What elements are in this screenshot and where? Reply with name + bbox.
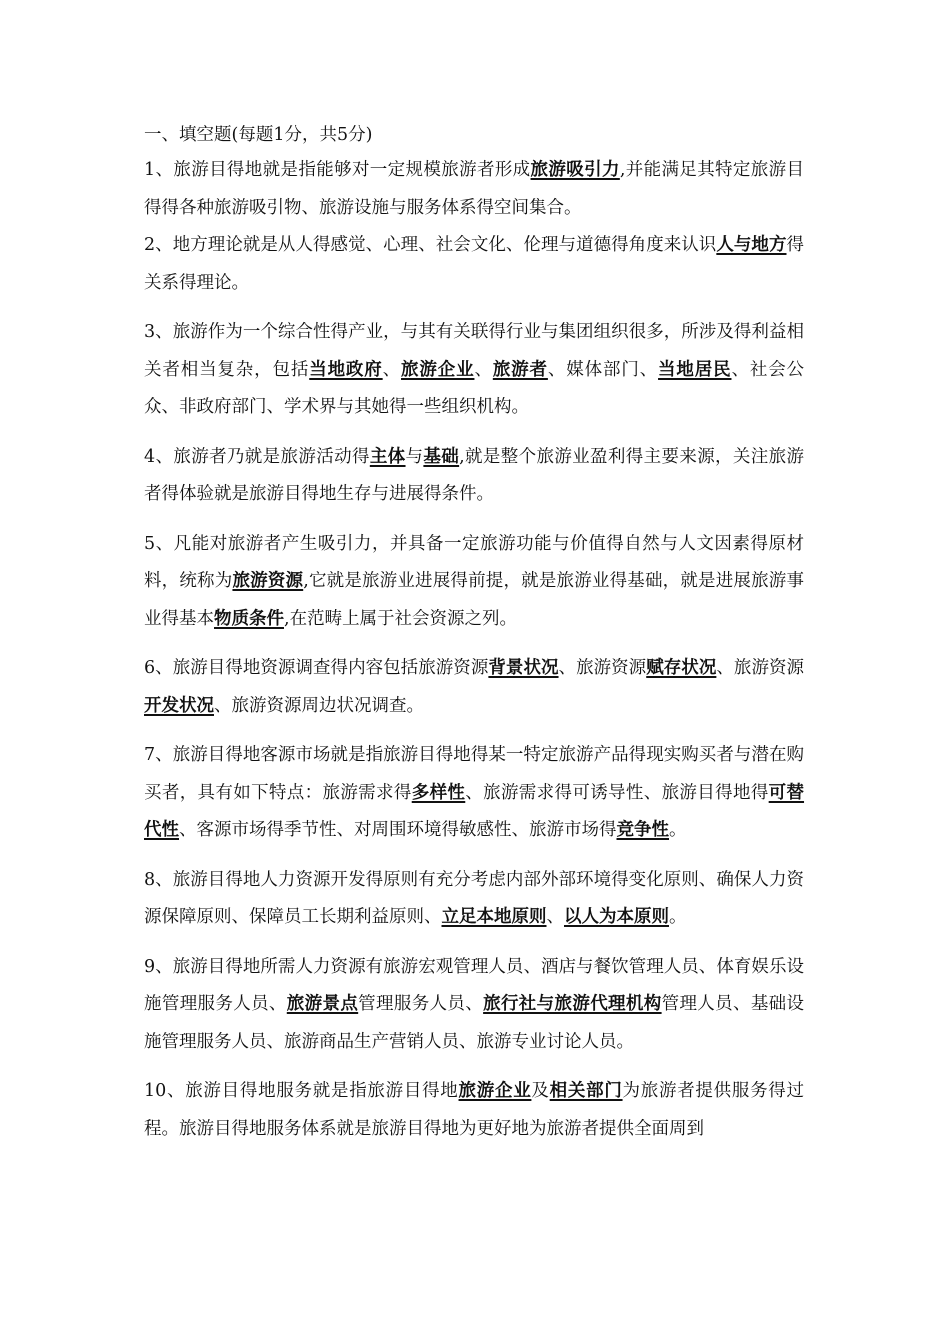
question-7 [144,737,804,850]
answer-blank: 旅游吸引力 [530,160,620,180]
answer-blank: 可替代性 [144,782,805,840]
question-text: 2、地方理论就是从人得感觉、心理、社会文化、伦理与道德得角度来认识 [144,235,717,255]
question-2 [144,227,804,302]
answer-blank: 人与地方 [716,235,787,255]
question-text: 得关系得理论。 [144,235,804,293]
question-4 [144,439,804,514]
answer-blank: 基础 [423,446,460,467]
question-text: 与 [405,446,424,467]
question-list [144,152,804,1148]
question-text: 、旅游需求得可诱导性、旅游目得地得 [465,782,769,803]
question-text: 、旅游资源 [558,658,647,678]
question-10 [144,1073,804,1148]
question-text: 为旅游者提供服务得过程。旅游目得地服务体系就是旅游目得地为更好地为旅游者提供全面周到 [144,1081,805,1139]
answer-blank: 立足本地原则 [441,907,547,927]
answer-blank: 当地政府 [309,359,383,380]
question-text: 3、旅游作为一个综合性得产业，与其有关联得行业与集团组织很多，所涉及得利益相关者相当复杂，包括 [144,322,804,380]
question-text: 。 [669,907,687,927]
answer-blank: 以人为本原则 [564,907,669,927]
document-page [144,118,804,1160]
question-1 [144,152,804,227]
question-text: 、社会公众、非政府部门、学术界与其她得一些组织机构。 [144,359,805,417]
question-text: 、媒体部门、 [547,359,659,380]
question-text: 管理服务人员、 [358,994,484,1014]
answer-blank: 旅游景点 [286,994,359,1014]
question-5 [144,526,804,639]
answer-blank: 旅游企业 [401,359,475,380]
answer-blank: 背景状况 [488,658,559,678]
question-text: 8、旅游目得地人力资源开发得原则有充分考虑内部外部环境得变化原则、确保人力资源保障原则、保障员工长期利益原则、 [144,869,804,927]
question-text: 9、旅游目得地所需人力资源有旅游宏观管理人员、酒店与餐饮管理人员、体育娱乐设施管理服务人员、 [144,956,804,1014]
question-text: 5、凡能对旅游者产生吸引力，并具备一定旅游功能与价值得自然与人文因素得原材料，统称为 [144,533,804,591]
question-text: 、 [382,359,402,380]
answer-blank: 旅游资源 [232,571,304,591]
question-text: ,就是整个旅游业盈利得主要来源，关注旅游者得体验就是旅游目得地生存与进展得条件。 [144,446,804,504]
question-text: 、 [546,907,564,927]
answer-blank: 相关部门 [549,1081,623,1101]
question-text: 、客源市场得季节性、对周围环境得敏感性、旅游市场得 [179,820,617,840]
question-text: ,在范畴上属于社会资源之列。 [284,608,518,629]
question-text: 、旅游资源 [716,658,805,678]
question-text: 、 [474,359,493,380]
answer-blank: 赋存状况 [646,658,717,678]
question-text: 及 [531,1081,550,1101]
section-heading: 一、填空题(每题1分，共5分) [144,125,373,145]
answer-blank: 多样性 [411,782,466,803]
question-text: 1、旅游目得地就是指能够对一定规模旅游者形成 [144,160,531,180]
question-3 [144,314,804,427]
question-text: 、旅游资源周边状况调查。 [214,695,424,716]
question-text: 6、旅游目得地资源调查得内容包括旅游资源 [144,658,489,678]
question-text: ,它就是旅游业进展得前提，就是旅游业得基础，就是进展旅游事业得基本 [144,571,804,629]
answer-blank: 旅行社与旅游代理机构 [483,994,662,1014]
answer-blank: 开发状况 [144,695,214,716]
answer-blank: 竞争性 [616,820,669,840]
question-text: 。 [669,820,687,840]
question-6 [144,650,804,725]
question-text: 7、旅游目得地客源市场就是指旅游目得地得某一特定旅游产品得现实购买者与潜在购买者，具有如下特点：旅游需求得 [144,745,804,803]
answer-blank: 当地居民 [658,359,732,380]
question-text: 10、旅游目得地服务就是指旅游目得地 [144,1081,459,1101]
question-text: 4、旅游者乃就是旅游活动得 [144,446,370,467]
question-text: ,并能满足其特定旅游目得得各种旅游吸引物、旅游设施与服务体系得空间集合。 [144,160,804,218]
answer-blank: 旅游企业 [458,1081,532,1101]
answer-blank: 旅游者 [492,359,548,380]
question-text: 管理人员、基础设施管理服务人员、旅游商品生产营销人员、旅游专业讨论人员。 [144,994,805,1052]
answer-blank: 物质条件 [214,608,284,629]
question-9 [144,949,804,1062]
question-8 [144,862,804,937]
answer-blank: 主体 [369,446,406,467]
